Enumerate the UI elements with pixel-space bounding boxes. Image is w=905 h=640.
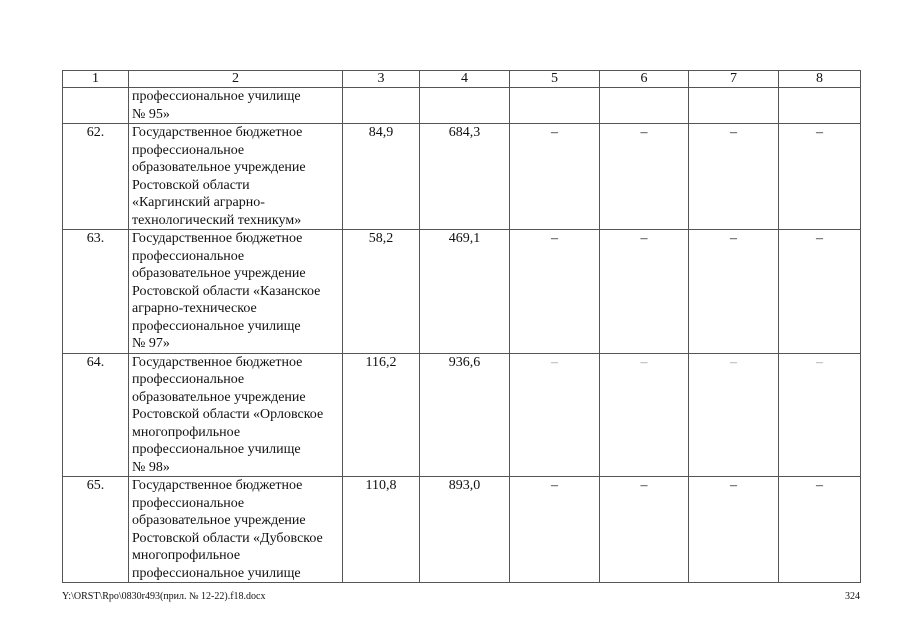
- row-number: 62.: [63, 124, 129, 230]
- table-row: [63, 124, 861, 230]
- row-number: 63.: [63, 230, 129, 354]
- cell-col5: –: [510, 124, 600, 230]
- table-row: [63, 230, 861, 354]
- cell-col5: –: [510, 477, 600, 583]
- institution-name: профессиональное училище № 95»: [129, 88, 343, 124]
- cell-col3: 58,2: [343, 230, 420, 354]
- cell-col6: –: [600, 477, 689, 583]
- institution-name: Государственное бюджетное профессиональное образовательное учреждение Ростовской области «Каргинский аграрно- технологический техникум»: [129, 124, 343, 230]
- row-number: 64.: [63, 353, 129, 477]
- cell-col8: [779, 88, 861, 124]
- cell-col6: –: [600, 230, 689, 354]
- cell-col7: –: [689, 230, 779, 354]
- cell-col4: 469,1: [420, 230, 510, 354]
- cell-col8: –: [779, 230, 861, 354]
- row-number: [63, 88, 129, 124]
- cell-col6: [600, 88, 689, 124]
- cell-col8: –: [779, 477, 861, 583]
- cell-col4: 684,3: [420, 124, 510, 230]
- table-header-row: [63, 71, 861, 88]
- cell-col7: –: [689, 477, 779, 583]
- cell-col7: [689, 88, 779, 124]
- column-header: 6: [600, 71, 689, 88]
- column-header: 7: [689, 71, 779, 88]
- cell-col8: –: [779, 353, 861, 477]
- cell-col6: –: [600, 353, 689, 477]
- table-row: [63, 88, 861, 124]
- column-header: 5: [510, 71, 600, 88]
- row-number: 65.: [63, 477, 129, 583]
- cell-col3: 84,9: [343, 124, 420, 230]
- cell-col3: 110,8: [343, 477, 420, 583]
- cell-col6: –: [600, 124, 689, 230]
- table-row: [63, 477, 861, 583]
- footer-file-path: Y:\ORST\Rpo\0830r493(прил. № 12-22).f18.docx: [62, 591, 266, 602]
- cell-col4: 893,0: [420, 477, 510, 583]
- institution-name: Государственное бюджетное профессиональное образовательное учреждение Ростовской области «Казанское аграрно-техническое профессиональное училище № 97»: [129, 230, 343, 354]
- cell-col5: –: [510, 230, 600, 354]
- cell-col7: –: [689, 124, 779, 230]
- cell-col5: [510, 88, 600, 124]
- column-header: 2: [129, 71, 343, 88]
- cell-col3: 116,2: [343, 353, 420, 477]
- cell-col5: –: [510, 353, 600, 477]
- institution-name: Государственное бюджетное профессиональное образовательное учреждение Ростовской области «Орловское многопрофильное профессиональное училище № 98»: [129, 353, 343, 477]
- data-table: [62, 70, 861, 583]
- column-header: 4: [420, 71, 510, 88]
- column-header: 3: [343, 71, 420, 88]
- page-number: 324: [845, 591, 860, 602]
- table-row: [63, 353, 861, 477]
- institution-name: Государственное бюджетное профессиональное образовательное учреждение Ростовской области «Дубовское многопрофильное профессиональное училище: [129, 477, 343, 583]
- cell-col4: [420, 88, 510, 124]
- column-header: 8: [779, 71, 861, 88]
- cell-col4: 936,6: [420, 353, 510, 477]
- cell-col8: –: [779, 124, 861, 230]
- cell-col3: [343, 88, 420, 124]
- column-header: 1: [63, 71, 129, 88]
- cell-col7: –: [689, 353, 779, 477]
